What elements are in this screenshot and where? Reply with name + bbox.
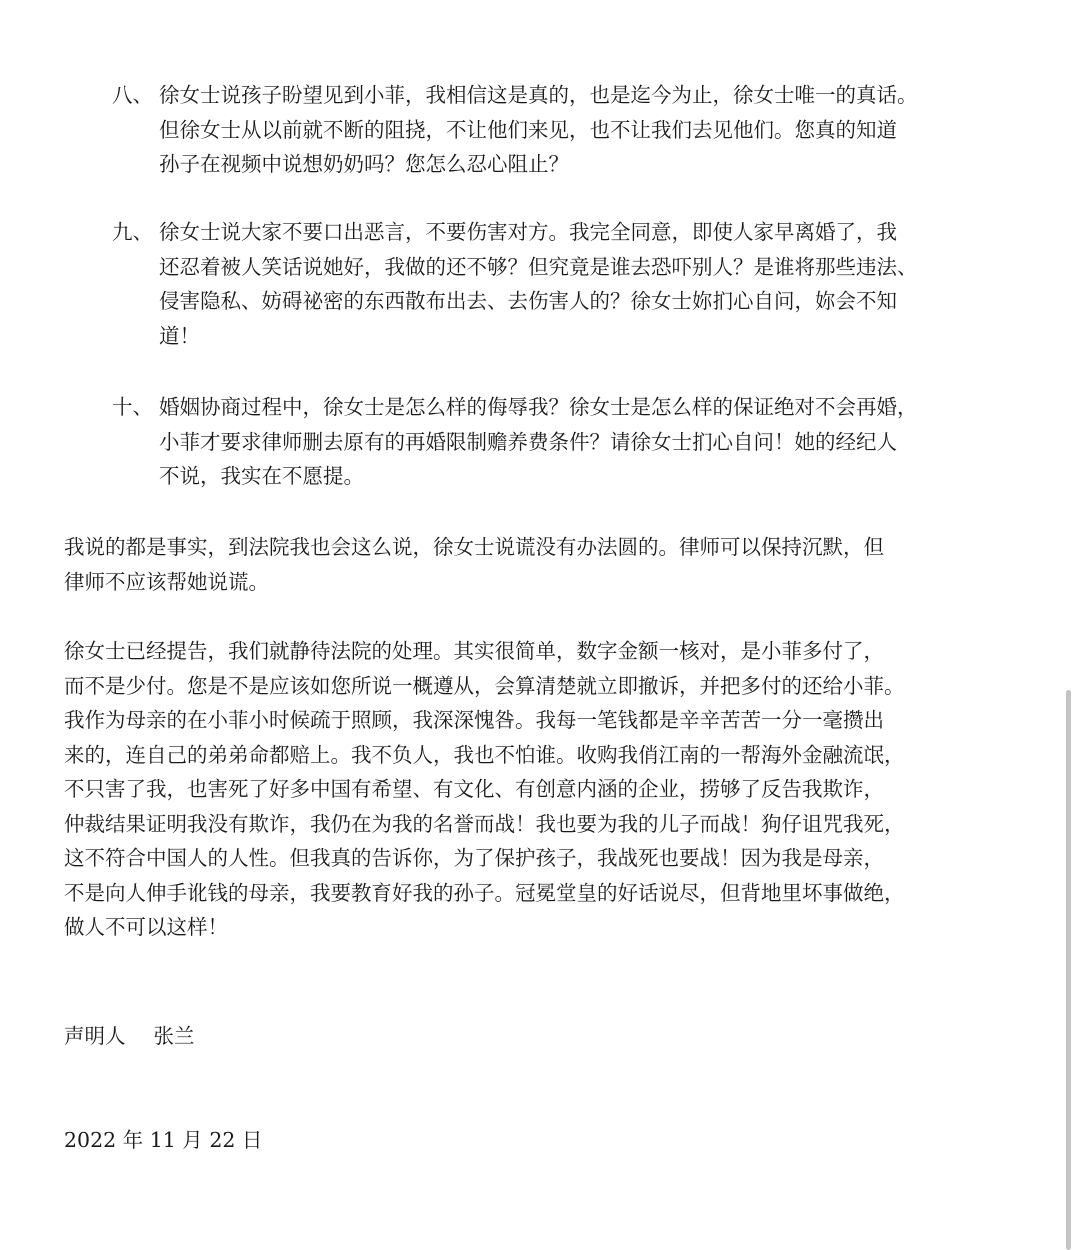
text-line: 我作为母亲的在小菲小时候疏于照顾，我深深愧咎。我每一笔钱都是辛辛苦苦一分一毫攒出: [64, 708, 884, 732]
numbered-item-8: [112, 78, 1007, 182]
text-line: 不只害了我，也害死了好多中国有希望、有文化、有创意内涵的企业，捞够了反告我欺诈，: [64, 777, 884, 801]
item-number: 十、: [112, 395, 153, 419]
text-line: 还忍着被人笑话说她好，我做的还不够？但究竟是谁去恐吓别人？是谁将那些违法、: [159, 254, 918, 279]
text-line: 徐女士说孩子盼望见到小菲，我相信这是真的，也是迄今为止，徐女士唯一的真话。: [159, 83, 918, 107]
item-text: [159, 390, 1007, 494]
text-line: 婚姻协商过程中，徐女士是怎么样的侮辱我？徐女士是怎么样的保证绝对不会再婚，: [159, 395, 918, 419]
vertical-scrollbar[interactable]: [1065, 690, 1073, 1250]
text-line: 徐女士已经提告，我们就静待法院的处理。其实很简单，数字金额一核对，是小菲多付了，: [64, 639, 884, 663]
text-line: 我说的都是事实，到法院我也会这么说，徐女士说谎没有办法圆的。律师可以保持沉默，但: [64, 535, 884, 559]
signer-name: 张兰: [153, 1024, 195, 1048]
signature-line: [64, 1020, 195, 1052]
text-line: 而不是少付。您是不是应该如您所说一概遵从，会算清楚就立即撤诉，并把多付的还给小菲。: [64, 673, 905, 698]
statement-date: 2022 年 11 月 22 日: [64, 1128, 263, 1152]
text-line: 小菲才要求律师删去原有的再婚限制赡养费条件？请徐女士扪心自问！她的经纪人: [159, 429, 897, 454]
text-line: 这不符合中国人的人性。但我真的告诉你，为了保护孩子，我战死也要战！因为我是母亲，: [64, 846, 884, 870]
text-line: 但徐女士从以前就不断的阻挠，不让他们来见，也不让我们去见他们。您真的知道: [159, 117, 897, 142]
text-line: 仲裁结果证明我没有欺诈，我仍在为我的名誉而战！我也要为我的儿子而战！狗仔诅咒我死，: [64, 811, 905, 836]
item-number: 九、: [112, 220, 153, 244]
numbered-item-10: [112, 390, 1007, 494]
text-line: 徐女士说大家不要口出恶言，不要伤害对方。我完全同意，即使人家早离婚了，我: [159, 220, 897, 244]
text-line: 律师不应该帮她说谎。: [64, 569, 269, 594]
text-line: 不说，我实在不愿提。: [159, 464, 364, 488]
body-paragraph: [64, 634, 1014, 945]
text-line: 不是向人伸手讹钱的母亲，我要教育好我的孙子。冠冕堂皇的好话说尽，但背地里坏事做绝，: [64, 880, 905, 905]
text-line: 侵害隐私、妨碍祕密的东西散布出去、去伤害人的？徐女士妳扪心自问，妳会不知: [159, 289, 897, 313]
text-line: 做人不可以这样！: [64, 915, 228, 939]
signature-label: 声明人: [64, 1024, 126, 1048]
numbered-item-9: [112, 215, 1007, 353]
body-paragraph: [64, 530, 1014, 599]
text-line: 来的，连自己的弟弟命都赔上。我不负人，我也不怕谁。收购我俏江南的一帮海外金融流氓，: [64, 742, 905, 767]
text-line: 孙子在视频中说想奶奶吗？您怎么忍心阻止？: [159, 152, 569, 176]
item-text: [159, 215, 1007, 353]
scrollbar-thumb[interactable]: [1066, 690, 1071, 1250]
text-line: 道！: [159, 323, 200, 348]
item-number: 八、: [112, 83, 153, 107]
item-text: [159, 78, 1007, 182]
